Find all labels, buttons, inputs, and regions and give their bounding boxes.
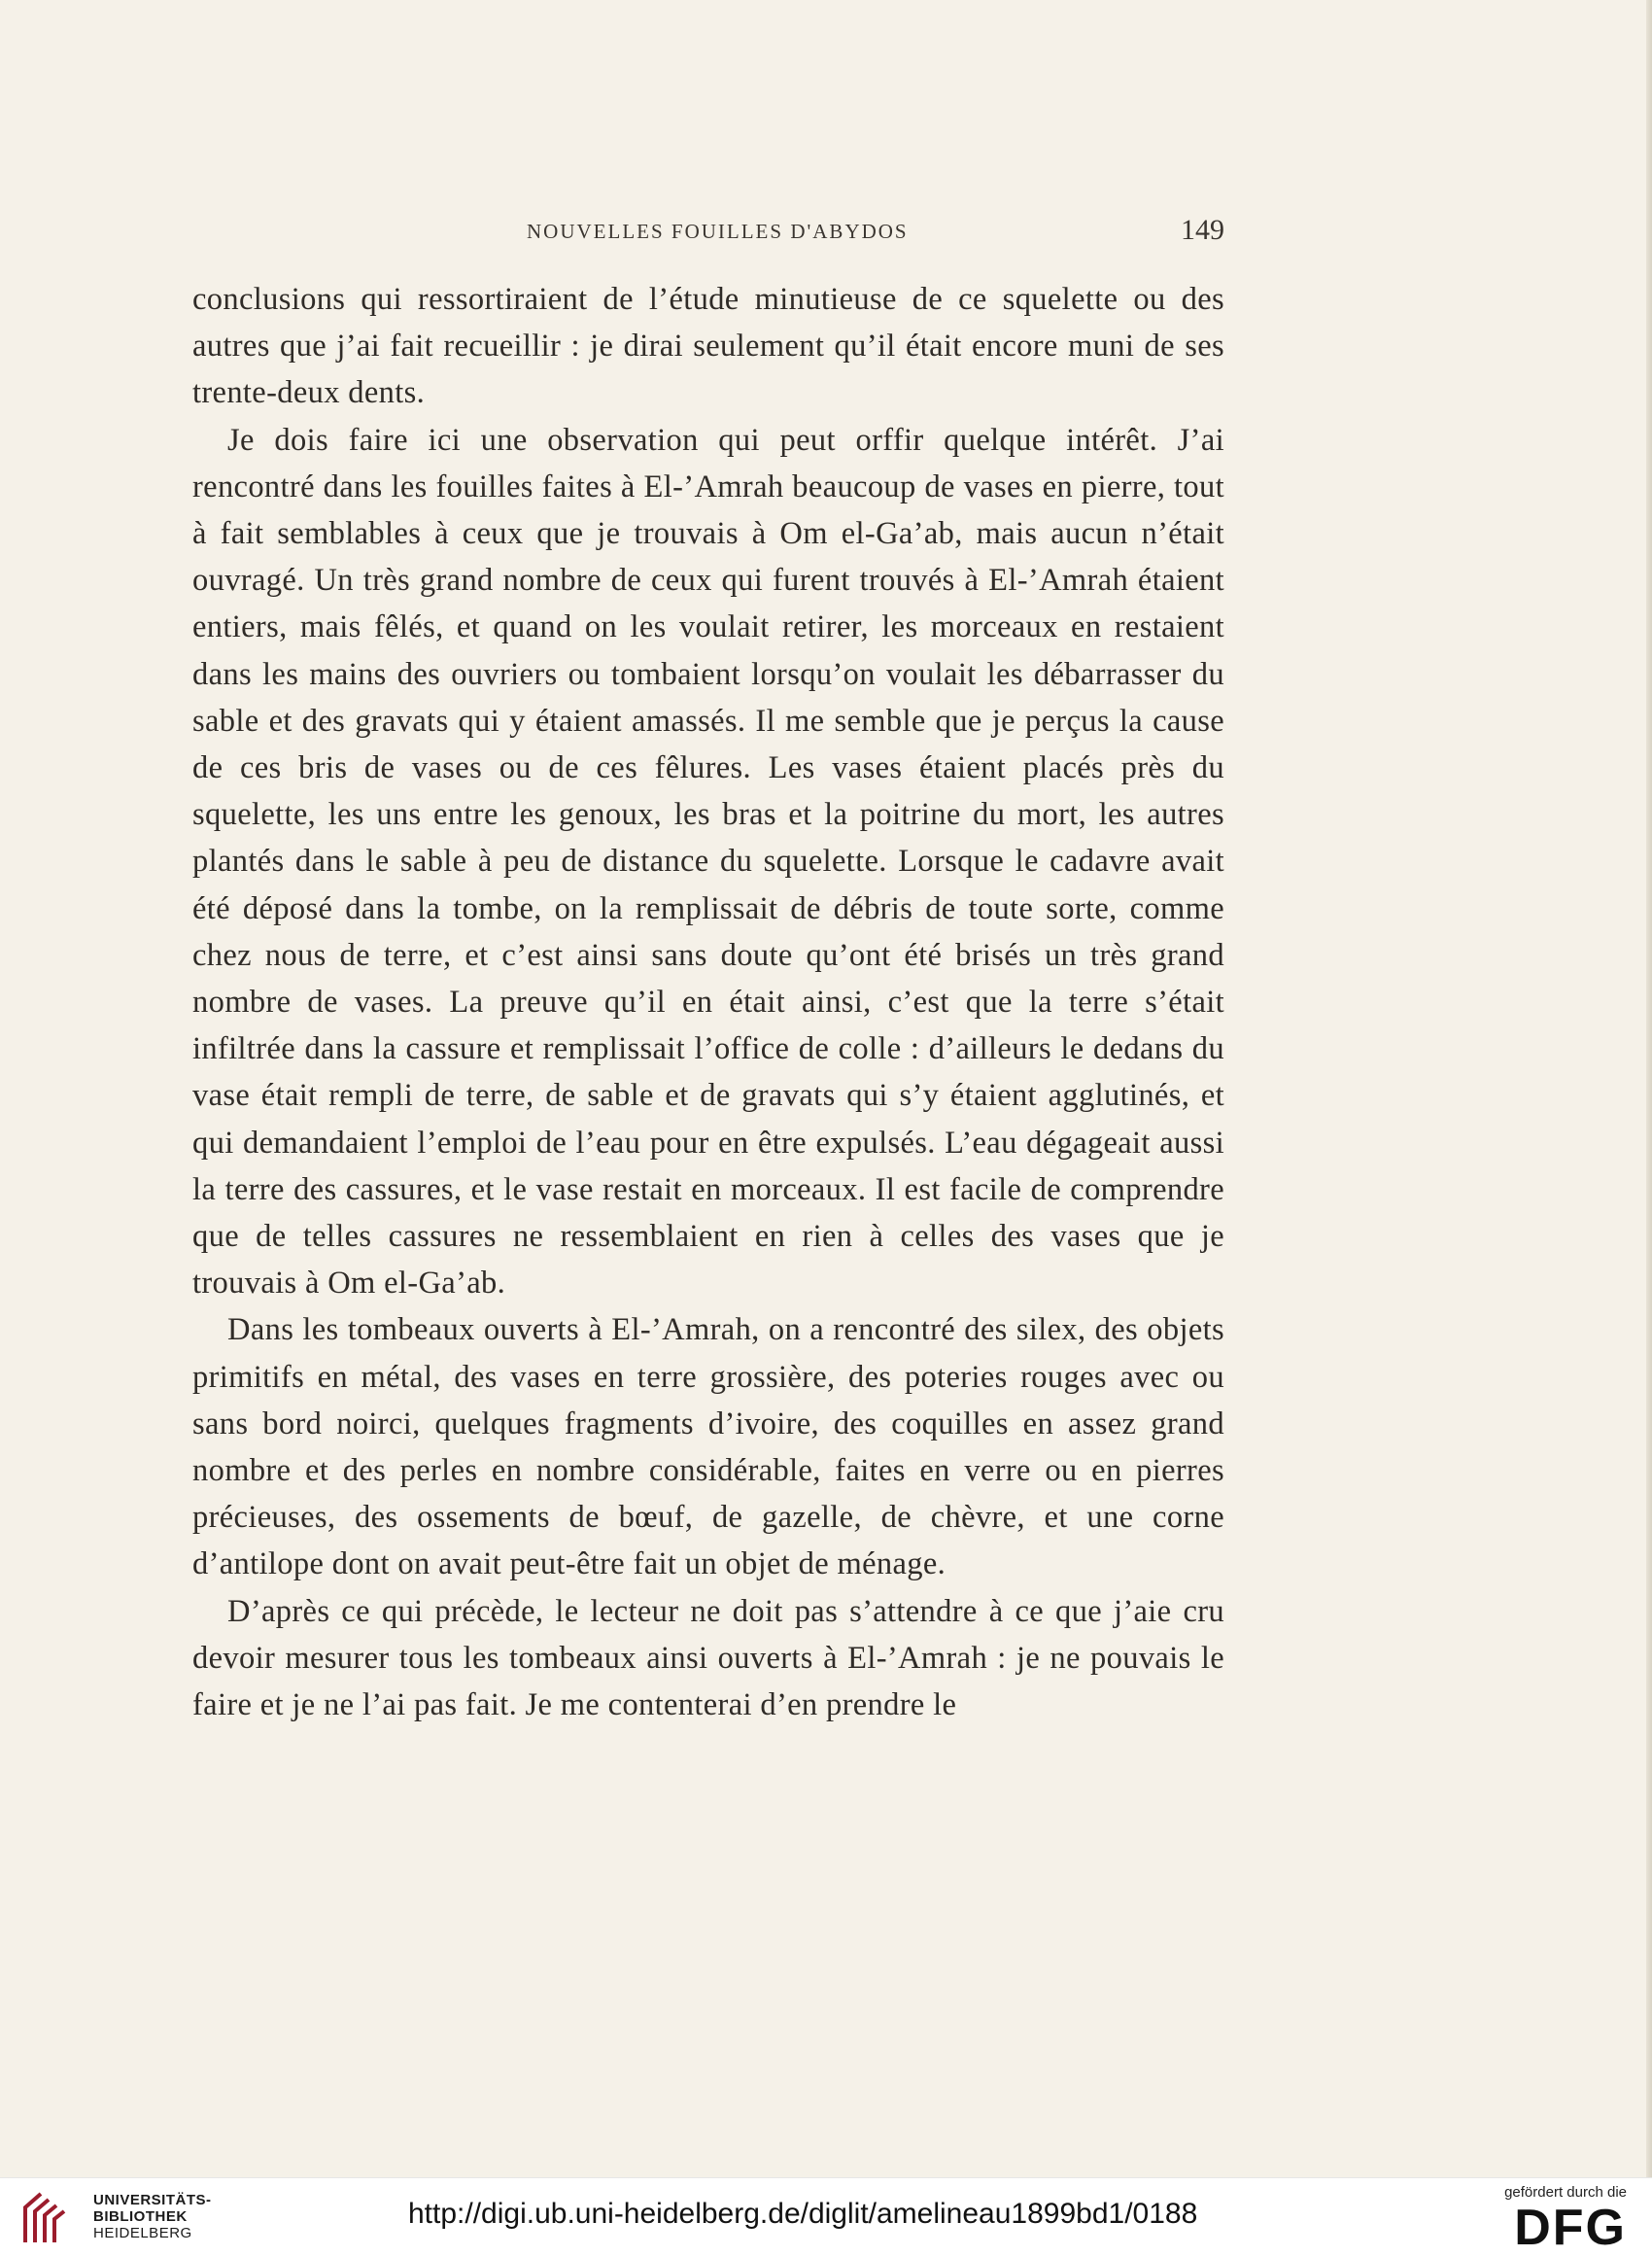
running-title: NOUVELLES FOUILLES D'ABYDOS bbox=[527, 220, 909, 243]
running-head bbox=[194, 214, 1224, 253]
library-name bbox=[93, 2192, 212, 2241]
library-name-line1: UNIVERSITÄTS- bbox=[93, 2192, 212, 2208]
body-text bbox=[192, 276, 1224, 1728]
funding-label: gefördert durch die bbox=[1504, 2184, 1627, 2201]
paragraph-1: conclusions qui ressortiraient de l’étude minutieuse de ce squelette ou des autres que j’ai fait recueillir : je dirai seulement qu’il était encore muni de ses trente-deux dents. bbox=[192, 282, 1224, 411]
library-name-line2: BIBLIOTHEK bbox=[93, 2208, 188, 2225]
library-name-line3: HEIDELBERG bbox=[93, 2225, 192, 2241]
dfg-logo: DFG bbox=[1514, 2200, 1627, 2256]
university-library-logo-icon bbox=[19, 2188, 80, 2248]
paragraph-3: Dans les tombeaux ouverts à El-’Amrah, on a rencontré des silex, des objets primitifs en métal, des vases en terre grossière, des poteries rouges avec ou sans bord noirci, quelques fragments d’ivoire, des coquilles en assez grand nombre et des perles en nombre considérable, faites en verre ou en pierres précieuses, des ossements de bœuf, de gazelle, de chèvre, et une corne d’antilope dont on avait peut-être fait un objet de ménage. bbox=[192, 1312, 1224, 1582]
paragraph-4: D’après ce qui précède, le lecteur ne doit pas s’attendre à ce que j’aie cru devoir mesurer tous les tombeaux ainsi ouverts à El-’Amrah : je ne pouvais le faire et je ne l’ai pas fait. Je me contenterai d’en prendre le bbox=[192, 1593, 1224, 1723]
page-number: 149 bbox=[1181, 214, 1224, 246]
permalink-url[interactable]: http://digi.ub.uni-heidelberg.de/diglit/amelineau1899bd1/0188 bbox=[408, 2198, 1198, 2230]
paragraph-2: Je dois faire ici une observation qui peut orffir quelque intérêt. J’ai rencontré dans les fouilles faites à El-’Amrah beaucoup de vases en pierre, tout à fait semblables à ceux que je trouvais à Om el-Ga’ab, mais aucun n’était ouvragé. Un très grand nombre de ceux qui furent trouvés à El-’Amrah étaient entiers, mais fêlés, et quand on les voulait retirer, les morceaux en restaient dans les mains des ouvriers ou tombaient lorsqu’on voulait les débarrasser du sable et des gravats qui y étaient amassés. Il me semble que je perçus la cause de ces bris de vases ou de ces fêlures. Les vases étaient placés près du squelette, les uns entre les genoux, les bras et la poitrine du mort, les autres plantés dans le sable à peu de distance du squelette. Lorsque le cadavre avait été déposé dans la tombe, on la remplissait de débris de toute sorte, comme chez nous de terre, et c’est ainsi sans doute qu’ont été brisés un très grand nombre de vases. La preuve qu’il en était ainsi, c’est que la terre s’était infiltrée dans la cassure et remplissait l’office de colle : d’ailleurs le dedans du vase était rempli de terre, de sable et de gravats qui s’y étaient agglutinés, et qui demandaient l’emploi de l’eau pour en être expulsés. L’eau dégageait aussi la terre des cassures, et le vase restait en morceaux. Il est facile de comprendre que de telles cassures ne ressemblaient en rien à celles des vases que je trouvais à Om el-Ga’ab. bbox=[192, 422, 1224, 1302]
footer-bar bbox=[0, 2177, 1652, 2255]
